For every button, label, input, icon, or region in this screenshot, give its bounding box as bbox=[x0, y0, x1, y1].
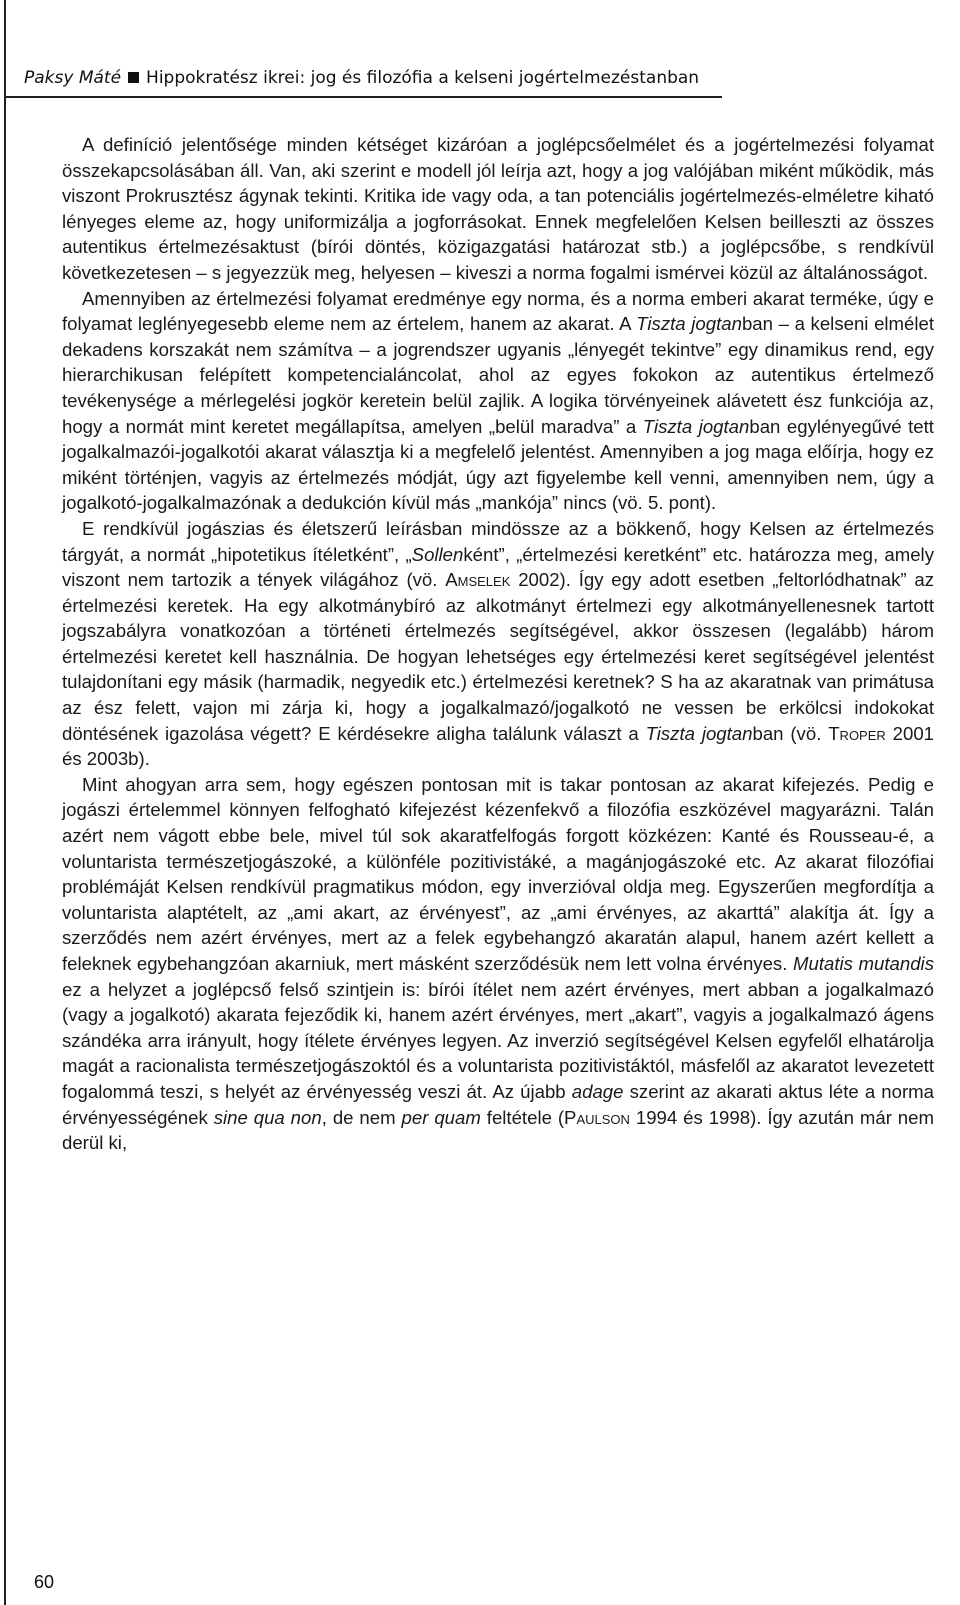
p4-text-g: , de nem bbox=[321, 1106, 402, 1128]
running-header bbox=[4, 0, 722, 98]
p3-citation-troper: Troper bbox=[828, 722, 886, 744]
paragraph-4 bbox=[62, 772, 934, 1156]
p4-italic-per-quam: per quam bbox=[401, 1106, 481, 1128]
square-bullet-icon bbox=[128, 72, 139, 83]
p2-text-e: ban egylényegűvé tett jogalkalmazói-jogalkotói akarat választja ki a megfelelő jelentést. Amennyiben a jog maga előírja, hogy ez miként történjen, vagyis az értelmezés módját, úgy azt figyelembe kell venni, amennyiben nem, úgy a jogalkotó-jogalkalmazónak a dedukción kívül más „mankója” nincs (vö. 5. pont). bbox=[62, 415, 934, 514]
p2-text-a: Amennyiben az értelmezési folyamat eredménye egy norma, és a norma emberi akarat terméke, úgy e folyamat leglényegesebb eleme nem az értelem, hanem az akarat. A bbox=[62, 287, 934, 335]
p3-text-a: E rendkívül jogászias és életszerű leírásban mindössze az a bökkenő, hogy Kelsen az értelmezés tárgyát, a normát „hipotetikus ítéletként”, „ bbox=[62, 517, 934, 565]
p4-italic-mutatis-mutandis: Mutatis mutandis bbox=[793, 953, 934, 974]
p3-text-c: ként”, „értelmezési keretként” etc. határozza meg, amely viszont nem tartozik a tények világához (vö. bbox=[62, 543, 934, 591]
p3-italic-sollen: Sollen bbox=[411, 543, 464, 565]
p4-italic-sine-qua-non: sine qua non bbox=[213, 1106, 322, 1128]
p3-italic-tiszta-jogtan: Tiszta jogtan bbox=[645, 722, 753, 744]
left-margin-rule bbox=[4, 0, 6, 1605]
p3-text-i: 2001 és 2003b). bbox=[62, 722, 934, 770]
paragraph-2 bbox=[62, 286, 934, 516]
p4-text-e: szerint az akarati aktus léte a norma érvényességének bbox=[62, 1080, 934, 1128]
p4-citation-paulson: Paulson bbox=[564, 1106, 630, 1128]
paragraph-3 bbox=[62, 516, 934, 772]
body-text bbox=[62, 132, 934, 1156]
p4-text-k: 1994 és 1998). Így azután már nem derül ki, bbox=[62, 1106, 934, 1154]
p2-text-c: ban – a kelseni elmélet dekadens korszakát nem számítva – a jogrendszer ugyanis „lényegét tekintve” egy dinamikus rend, egy hierarchikusan felépített kompetencialáncolat, ahol az egyes fokokon az autentikus értelmező tevékenysége a mérlegelési jogkör keretein belül zajlik. A logika törvényeinek alávetett ész funkciója az, hogy a normát mint keretet megállapítsa, amelyen „belül maradva” a bbox=[62, 313, 935, 437]
p3-text-e: 2002). Így egy adott esetben „feltorlódhatnak” az értelmezési keretek. Ha egy alkotmánybíró az alkotmányt értelmezi egy alkotmányellenesnek tartott jogszabályra vonatkozóan a történeti értelmezés segítségével, akkor összesen (legalább) három értelmezési keretet kell használnia. De hogyan lehetséges egy értelmezési keret segítségével jelentést tulajdonítani egy másik (harmadik, negyedik etc.) értelmezési keretnek? S ha az akaratnak van primátusa az ész felett, vajon mi zárja ki, hogy a jogalkalmazó/jogalkotó ne vessen be erkölcsi indokokat döntésének igazolása végett? E kérdésekre aligha találunk választ a bbox=[62, 569, 934, 744]
p2-italic-tiszta-jogtan-2: Tiszta jogtan bbox=[642, 415, 750, 437]
header-author: Paksy Máté bbox=[24, 68, 122, 88]
p3-citation-amselek: Amselek bbox=[445, 569, 511, 591]
page-number: 60 bbox=[34, 1572, 55, 1592]
p3-text-g: ban (vö. bbox=[752, 722, 829, 744]
paragraph-1: A definíció jelentősége minden kétséget kizáróan a joglépcsőelmélet és a jogértelmezési folyamat összekapcsolásában áll. Van, aki szerint e modell jól leírja azt, hogy a jog valójában miként működik, más viszont Prokrusztész ágynak tekinti. Kritika ide vagy oda, a tan potenciális jogértelmezés-elméletre kiható lényeges eleme az, hogy uniformizálja a jogforrásokat. Ennek megfelelően Kelsen beilleszti az összes autentikus értelmezésaktust (bírói döntés, közigazgatási határozat stb.) a joglépcsőbe, s rendkívül következetesen – s jegyezzük meg, helyesen – kiveszi a norma fogalmi ismérvei közül az általánosságot. bbox=[62, 134, 934, 283]
header-title: Hippokratész ikrei: jog és filozófia a kelseni jogértelmezéstanban bbox=[146, 68, 700, 88]
p4-text-i: feltétele ( bbox=[480, 1106, 565, 1128]
p2-italic-tiszta-jogtan: Tiszta jogtan bbox=[636, 313, 742, 335]
p4-text-a: Mint ahogyan arra sem, hogy egészen pontosan mit is takar pontosan az akarat kifejezés. Pedig e jogászi értelemmel könnyen felfogható kifejezést kézenfekvő a filozófia eszközével magyarázni. Talán azért nem vágott ebbe bele, mivel túl sok akaratfelfogás forgott közkézen: Kanté és Rousseau-é, a voluntarista természetjogászoké, a különféle pozitivistáké, a magánjogászoké etc. Az akarat filozófiai problémáját Kelsen rendkívül pragmatikus módon, egy inverzióval oldja meg. Egyszerűen megfordítja a voluntarista alaptételt, az „ami akart, az érvényest”, az „ami érvényes, az akarttá” alakítja át. Így a szerződés nem azért érvényes, mert az a felek egybehangzó akaratán alapul, hanem azért kellett a feleknek egybehangzóan akarniuk, mert másként szerződésük nem lett volna érvényes. bbox=[62, 773, 934, 974]
p4-italic-adage: adage bbox=[571, 1080, 624, 1102]
running-header-text bbox=[24, 68, 699, 88]
p4-text-c: ez a helyzet a joglépcső felső szintjein is: bírói ítélet nem azért érvényes, mert abban a jogalkalmazó (vagy a jogalkotó) akarata fejeződik ki, hanem azért érvényes, mert „akart”, vagyis a jogalkalmazó ágens szándéka arra irányult, hogy ítélete érvényes legyen. Az inverzió segítségével Kelsen egyfelől elhatárolja magát a racionalista természetjogászoktól és a voluntarista pozitivistáktól, másfelől az akaratot levezetett fogalommá teszi, s helyét az érvényesség veszi át. Az újabb bbox=[62, 978, 934, 1102]
